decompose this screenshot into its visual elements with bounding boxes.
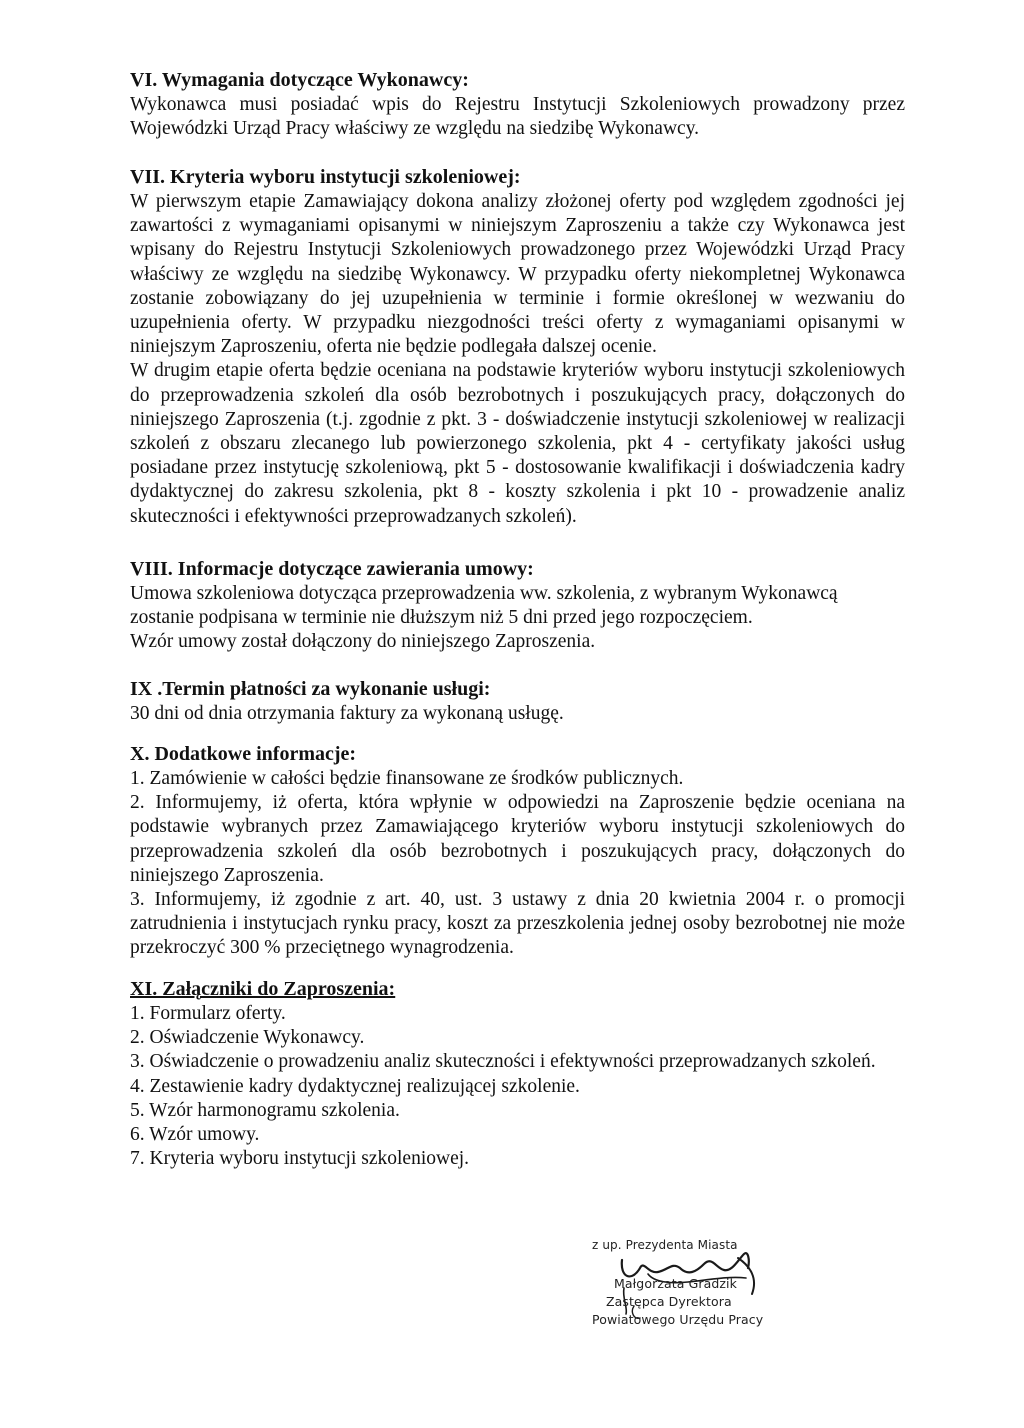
stamp-line: Powiatowego Urzędu Pracy bbox=[592, 1312, 764, 1327]
list-item: 6. Wzór umowy. bbox=[130, 1124, 260, 1146]
section-heading: IX .Termin płatności za wykonanie usługi: bbox=[130, 678, 491, 700]
list-item: 5. Wzór harmonogramu szkolenia. bbox=[130, 1099, 400, 1121]
paragraph: W drugim etapie oferta będzie oceniana na podstawie kryteriów wyboru instytucji szkoleniowych do przeprowadzenia szkoleń dla osób bezrobotnych i poszukujących pracy, dołączonych do niniejszego Zaproszenia (t.j. zgodnie z pkt. 3 - doświadczenie instytucji szkoleniowej w realizacji szkoleń z obszaru zlecanego lub powierzonego szkolenia, pkt 4 - certyfikaty jakości usług posiadane przez instytucję szkoleniową, pkt 5 - dostosowanie kwalifikacji i doświadczenia kadry dydaktycznej do zakresu szkolenia, pkt 8 - koszty szkolenia i pkt 10 - prowadzenie analiz skuteczności i efektywności przeprowadzanych szkoleń). bbox=[130, 360, 905, 527]
section-contract-info bbox=[130, 557, 905, 655]
section-heading: VII. Kryteria wyboru instytucji szkoleniowej: bbox=[130, 166, 521, 188]
section-heading-text: XI. Załączniki do Zaproszenia: bbox=[130, 978, 396, 1000]
list-item: 4. Zestawienie kadry dydaktycznej realizującej szkolenie. bbox=[130, 1075, 580, 1097]
section-heading: VIII. Informacje dotyczące zawierania umowy: bbox=[130, 558, 534, 580]
section-heading bbox=[130, 977, 905, 1002]
list-item: 3. Oświadczenie o prowadzeniu analiz skuteczności i efektywności przeprowadzanych szkoleń. bbox=[130, 1051, 876, 1073]
section-heading: X. Dodatkowe informacje: bbox=[130, 743, 357, 765]
text-line: Wojewódzki Urząd Pracy właściwy ze względu na siedzibę Wykonawcy. bbox=[130, 118, 700, 140]
section-attachments bbox=[130, 977, 905, 1171]
list-item: 2. Oświadczenie Wykonawcy. bbox=[130, 1027, 365, 1049]
section-additional-info bbox=[130, 742, 905, 961]
stamp-line: Zastępca Dyrektora bbox=[606, 1294, 732, 1309]
stamp-line: z up. Prezydenta Miasta bbox=[592, 1238, 738, 1252]
text-line: 30 dni od dnia otrzymania faktury za wykonaną usługę. bbox=[130, 703, 564, 724]
stamp-line: Małgorzata Gradzik bbox=[614, 1276, 737, 1291]
section-requirements bbox=[130, 68, 905, 141]
text-line: zostanie podpisana w terminie nie dłuższym niż 5 dni przed jego rozpoczęciem. bbox=[130, 607, 753, 629]
list-item: 1. Formularz oferty. bbox=[130, 1003, 286, 1024]
list-item: 7. Kryteria wyboru instytucji szkoleniowej. bbox=[130, 1148, 470, 1170]
paragraph: W pierwszym etapie Zamawiający dokona analizy złożonej oferty pod względem zgodności jej zawartości z wymaganiami opisanymi w niniejszym Zaproszeniu a także czy Wykonawca jest wpisany do Rejestru Instytucji Szkoleniowych prowadzonego przez Wojewódzki Urząd Pracy właściwy ze względu na siedzibę Wykonawcy. W przypadku oferty niekompletnej Wykonawca zostanie zobowiązany do jej uzupełnienia w terminie i formie określonej w wezwaniu do uzupełnienia oferty. W przypadku niezgodności treści oferty z wymaganiami opisanymi w niniejszym Zaproszeniu, oferta nie będzie podlegała dalszej ocenie. bbox=[130, 191, 905, 358]
signature-stamp bbox=[588, 1238, 778, 1338]
text-line: Wzór umowy został dołączony do niniejszego Zaproszenia. bbox=[130, 631, 596, 653]
section-payment-terms bbox=[130, 677, 905, 726]
text-line: Wykonawca musi posiadać wpis do Rejestru Instytucji Szkoleniowych prowadzony przez bbox=[130, 94, 905, 115]
section-heading: VI. Wymagania dotyczące Wykonawcy: bbox=[130, 69, 469, 91]
text-line: Umowa szkoleniowa dotycząca przeprowadzenia ww. szkolenia, z wybranym Wykonawcą bbox=[130, 583, 838, 604]
list-item: 3. Informujemy, iż zgodnie z art. 40, ust. 3 ustawy z dnia 20 kwietnia 2004 r. o promocji zatrudnienia i instytucjach rynku pracy, koszt za przeszkolenia jednej osoby bezrobotnej nie może przekroczyć 300 % przeciętnego wynagrodzenia. bbox=[130, 889, 905, 959]
section-selection-criteria bbox=[130, 165, 905, 529]
list-item: 1. Zamówienie w całości będzie finansowane ze środków publicznych. bbox=[130, 768, 684, 789]
list-item: 2. Informujemy, iż oferta, która wpłynie w odpowiedzi na Zaproszenie będzie oceniana na podstawie wybranych przez Zamawiającego kryteriów wyboru instytucji szkoleniowych do przeprowadzenia szkoleń dla osób bezrobotnych i poszukujących pracy, dołączonych do niniejszego Zaproszenia. bbox=[130, 792, 905, 886]
